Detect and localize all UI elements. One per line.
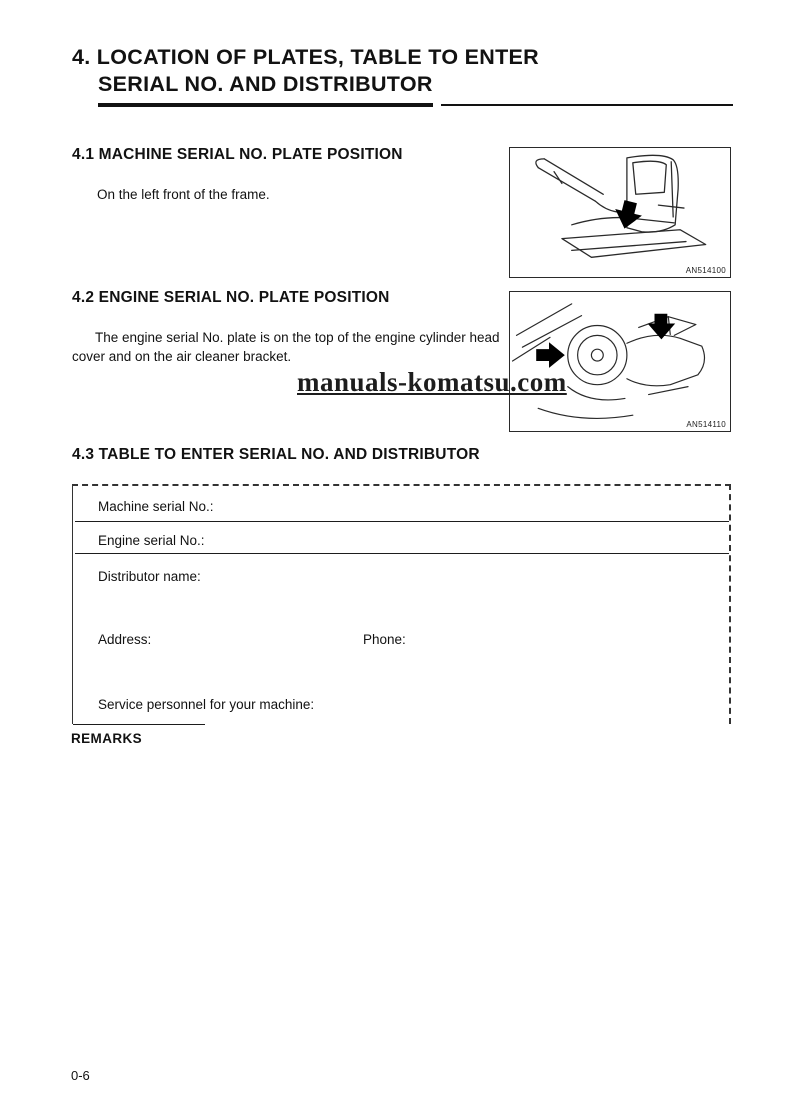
table-bottom-line: [73, 724, 205, 725]
engine-serial-line: [75, 553, 729, 554]
title-line-1: 4. LOCATION OF PLATES, TABLE TO ENTER: [72, 45, 539, 69]
title-underline-rule: [441, 104, 733, 106]
figure-1-label: AN514100: [685, 266, 726, 275]
plate-location-arrow-icon: [611, 198, 644, 231]
figure-2-label: AN514110: [686, 420, 726, 429]
title-line-2: SERIAL NO. AND DISTRIBUTOR: [98, 71, 433, 107]
phone-label: Phone:: [363, 632, 406, 647]
machine-serial-line: [75, 521, 729, 522]
engine-plate-arrow-icon: [536, 342, 565, 368]
section-4-2: [72, 289, 504, 366]
service-personnel-label: Service personnel for your machine:: [98, 697, 315, 712]
section-4-2-heading: 4.2 ENGINE SERIAL NO. PLATE POSITION: [72, 289, 390, 306]
figure-machine-serial-plate: [509, 147, 731, 278]
section-4-3: [72, 446, 712, 464]
figure-engine-serial-plate: [509, 291, 731, 432]
machine-serial-label: Machine serial No.:: [98, 499, 214, 514]
address-label: Address:: [98, 632, 152, 647]
section-4-1: [72, 146, 502, 204]
engine-line-art: [510, 292, 730, 431]
section-4-3-heading: 4.3 TABLE TO ENTER SERIAL NO. AND DISTRIBUTOR: [72, 446, 480, 463]
section-4-2-body: The engine serial No. plate is on the top of the engine cylinder head cover and on the air cleaner bracket.: [72, 330, 500, 364]
excavator-line-art: [510, 148, 730, 277]
section-4-1-body: On the left front of the frame.: [97, 187, 270, 202]
page-title: [72, 44, 733, 107]
remarks-label: REMARKS: [71, 731, 143, 746]
watermark-text: manuals-komatsu.com: [297, 367, 567, 397]
title-line-2-row: [72, 71, 733, 107]
serial-entry-table: [72, 484, 731, 724]
distributor-name-label: Distributor name:: [98, 569, 201, 584]
engine-serial-label: Engine serial No.:: [98, 533, 205, 548]
section-4-1-heading: 4.1 MACHINE SERIAL NO. PLATE POSITION: [72, 146, 403, 163]
page-number: 0-6: [71, 1068, 90, 1083]
